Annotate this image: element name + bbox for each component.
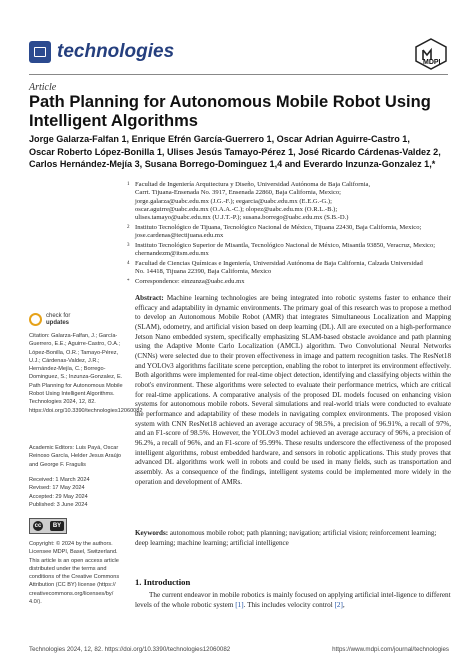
author-line: Carlos Hernández-Mejía 3, Susana Borrego-Dominguez 1,4 and Everardo Inzunza-Gonzalez 1,* — [29, 159, 436, 170]
section-heading: 1. Introduction — [135, 577, 191, 587]
cc-by-license-icon[interactable]: cc BY — [29, 518, 67, 534]
journal-logo-icon — [29, 41, 51, 63]
author-list — [29, 133, 459, 171]
copyright: Copyright: © 2024 by the authors. Licensee MDPI, Basel, Switzerland. This article is an open access article distributed under the terms and conditions of the Creative Commons Attribution (CC BY) license (https:// creativecommons.org/licenses/by/ 4.0/). — [29, 541, 120, 606]
academic-editors: Academic Editors: Luis Payá, Oscar Reinoso García, Helder Jesus Araújo and George F. Fragulis — [29, 445, 122, 468]
reference-link[interactable]: [1] — [235, 600, 244, 609]
article-type: Article — [29, 82, 57, 93]
publication-dates: Received: 1 March 2024 Revised: 17 May 2024 Accepted: 29 May 2024 Published: 3 June 2024 — [29, 477, 90, 508]
affiliation: 4 Facultad de Ciencias Químicas e Ingeniería, Universidad Autónoma de Baja California, Calzada Universidad No. 14418, Tijuana 22390, Baja California, Mexico — [127, 260, 423, 276]
journal-name: technologies — [57, 41, 175, 62]
footer-journal-url[interactable]: https://www.mdpi.com/journal/technologies — [332, 646, 449, 653]
abstract-label: Abstract: — [135, 294, 164, 302]
author-line: Oscar Roberto López-Bonilla 1, Ulises Jesús Tamayo-Pérez 1, José Ricardo Cárdenas-Valdez 2, — [29, 146, 441, 157]
affiliation: 3 Instituto Tecnológico Superior de Misantla, Tecnológico Nacional de México, Misantla 93850, Veracruz, Mexico; chernandezm@itsm.edu.mx — [127, 242, 436, 258]
affiliation: 1 Facultad de Ingeniería Arquitectura y Diseño, Universidad Autónoma de Baja California, Carrt. Tijuana-Ensenada No. 3917, Ensenada 22860, Baja California, Mexico; jorge.galarza@uabc.edu.mx (J.G.-F.); eegarcia@uabc.edu.mx (E.E.G.-G.); oscar.aguirre@uabc.edu.mx (O.A.A.-C.); olopez@uabc.edu.mx (O.R.L.-B.); ulises.tamayo@uabc.edu.mx (U.J.T.-P.); susana.borrego@uabc.edu.mx (S.B.-D.) — [127, 181, 371, 222]
intro-paragraph: The current endeavor in mobile robotics is mainly focused on applying artificial intel-ligence to different levels of the whole robotic system [1]. This includes velocity control [2], — [135, 591, 451, 609]
abstract — [135, 294, 451, 487]
check-updates-icon[interactable] — [29, 313, 42, 326]
mdpi-logo-icon — [414, 37, 448, 71]
keywords-text: autonomous mobile robot; path planning; navigation; artificial vision; reinforcement learning; deep learning; machine learning; artificial intelligence — [135, 529, 437, 547]
reference-link[interactable]: [2] — [334, 600, 343, 609]
abstract-text: Machine learning technologies are being integrated into robotic systems faster to enhance their efficacy and adaptability in dynamic environments. The primary goal of this research was to propose a method to develop an Autonomous Mobile Robot (AMR) that integrates Simultaneous Localization and Mapping (SLAM), odometry, and artificial vision based on deep learning (DL). All are executed on a high-performance Jetson Nano embedded system, specifically emphasizing SLAM-based obstacle avoidance and path planning using the Adaptive Monte Carlo Localization (AMCL) algorithm. Two Convolutional Neural Networks (CNNs) were selected due to their proven effectiveness in image and pattern recognition tasks. The ResNet18 and YOLOv3 algorithms facilitate scene perception, enabling the robot to interpret its environment effectively. Both algorithms were implemented for real-time object detection, identifying and classifying objects within the robot's environment. These algorithms were selected to evaluate their performance metrics, which are critical for real-time applications. A comparative analysis of the proposed DL models focused on enhancing vision systems for autonomous mobile robots. Several simulations and real-world trials were conducted to evaluate the performance and adaptability of these models in navigating complex environments. The proposed vision system with CNN ResNet18 achieved an average accuracy of 98.5%, a precision of 96.91%, a recall of 97%, and an F1-score of 98.5%. However, the YOLOv3 model achieved an average accuracy of 96%, a precision of 96.2%, a recall of 96%, and an F1-score of 95.99%. These results underscore the effectiveness of the proposed intelligent algorithms, robust embedded hardware, and sensors in robotic applications. This study proves that advanced DL algorithms work well in robots and could be used in many fields, such as transportation and assembly. As a consequence of the findings, intelligent systems could be implemented more widely in the operation and development of AMRs. — [135, 294, 452, 486]
header-divider — [29, 74, 448, 75]
article-title: Path Planning for Autonomous Mobile Robot Using Intelligent Algorithms — [29, 93, 431, 130]
footer-citation[interactable]: Technologies 2024, 12, 82. https://doi.org/10.3390/technologies12060082 — [29, 646, 231, 653]
citation: Citation: Galarza-Falfan, J.; García-Guerrero, E.E.; Aguirre-Castro, O.A.; López-Bonilla, O.R.; Tamayo-Pérez, U.J.; Cárdenas-Valdez, J.R.; Hernández-Mejía, C.; Borrego-Dominguez, S.; Inzunza-Gonzalez, E. Path Planning for Autonomous Mobile Robot Using Intelligent Algorithms. Technologies 2024, 12, 82. https://doi.org/10.3390/technologies12060082 — [29, 333, 143, 414]
affiliation: 2 Instituto Tecnológico de Tijuana, Tecnológico Nacional de México, Tijuana 22430, Baja California, Mexico; jose.cardenas@tectijuana.edu.mx — [127, 224, 422, 240]
author-line: Jorge Galarza-Falfan 1, Enrique Efrén García-Guerrero 1, Oscar Adrian Aguirre-Castro 1, — [29, 134, 410, 144]
check-updates-label[interactable]: check for updates — [46, 313, 71, 326]
keywords — [135, 529, 451, 548]
keywords-label: Keywords: — [135, 529, 169, 537]
publisher-name: MDPI — [423, 59, 441, 66]
correspondence: * Correspondence: einzunza@uabc.edu.mx — [127, 278, 245, 285]
